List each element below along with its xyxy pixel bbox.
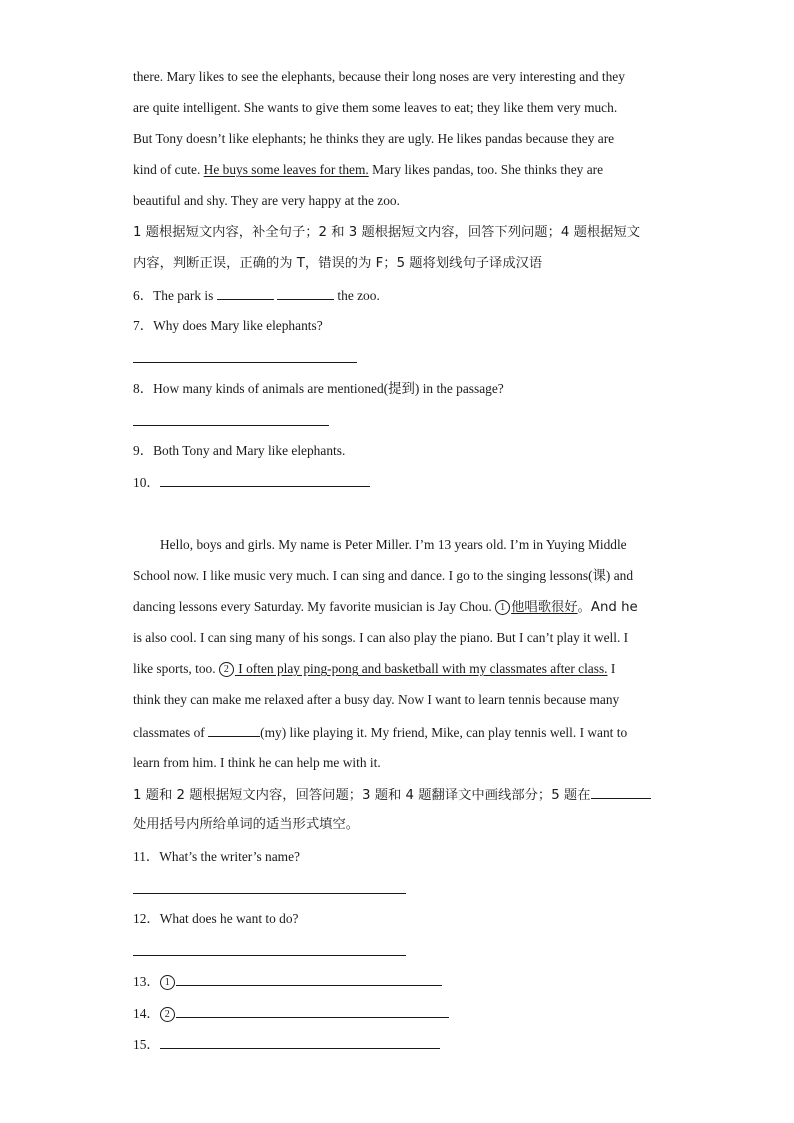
instruction-blank [591,785,651,799]
question-11: 11．What’s the writer’s name? [133,849,300,864]
question-15 [133,1035,440,1054]
passage2-text: (my) like playing it. My friend, Mike, can play tennis well. I want to [260,725,628,740]
underlined-sentence: I often play ping-pong and basketball with my classmates after class. [234,661,608,676]
question-number: 13． [133,974,160,989]
passage1-line: But Tony doesn’t like elephants; he thinks they are ugly. He likes pandas because they are [133,131,615,146]
instructions-line: 内容，判断正误，正确的为 T，错误的为 F；5 题将划线句子译成汉语 [133,256,543,271]
question-text: the zoo. [337,288,380,303]
circled-number-2: 2 [219,662,234,677]
passage2-text: 。And he [577,600,638,615]
circled-number-1: 1 [160,975,175,990]
answer-line[interactable] [133,955,406,956]
passage2-text: classmates of [133,725,209,740]
question-14 [133,1004,449,1023]
instructions-text: 1 题和 2 题根据短文内容，回答问题；3 题和 4 题翻译文中画线部分；5 题在 [133,788,591,803]
underlined-phrase: 他唱歌很好 [511,600,578,615]
passage1-line [133,161,603,179]
fill-in-blank[interactable] [208,723,260,737]
passage1-line: are quite intelligent. She wants to give them some leaves to eat; they like them very much. [133,100,618,115]
passage1-line: beautiful and shy. They are very happy at the zoo. [133,193,400,208]
passage1-text: Mary likes pandas, too. She thinks they are [368,162,604,177]
answer-blank[interactable] [176,1004,449,1018]
question-9: 9．Both Tony and Mary like elephants. [133,443,346,458]
passage1-text: kind of cute. [133,162,204,177]
answer-line[interactable] [133,362,357,363]
instructions-line [133,785,651,805]
instructions-line: 1 题根据短文内容，补全句子；2 和 3 题根据短文内容，回答下列问题；4 题根据短文 [133,225,641,240]
answer-blank[interactable] [277,286,334,300]
underlined-sentence: He buys some leaves for them. [203,162,369,177]
question-12: 12．What does he want to do? [133,911,299,926]
answer-line[interactable] [133,425,329,426]
passage2-line: think they can make me relaxed after a busy day. Now I want to learn tennis because many [133,692,620,707]
passage2-line: School now. I like music very much. I can sing and dance. I go to the singing lessons(课) and [133,568,634,583]
passage2-line: is also cool. I can sing many of his songs. I can also play the piano. But I can’t play it well. I [133,630,629,645]
answer-blank[interactable] [160,1035,440,1049]
answer-line[interactable] [133,893,406,894]
question-10 [133,473,370,492]
question-13 [133,972,442,991]
passage2-line: learn from him. I think he can help me with it. [133,755,381,770]
answer-blank[interactable] [176,972,442,986]
answer-blank[interactable] [217,286,274,300]
question-6 [133,286,380,305]
question-number: 10． [133,475,160,490]
passage2-text: I [607,661,616,676]
passage2-line: Hello, boys and girls. My name is Peter Miller. I’m 13 years old. I’m in Yuying Middle [160,537,627,552]
passage2-line [133,723,627,742]
passage2-text: like sports, too. [133,661,219,676]
passage2-line [133,660,615,678]
question-number: 15． [133,1037,160,1052]
question-8: 8．How many kinds of animals are mentioned(提到) in the passage? [133,381,504,396]
circled-number-2: 2 [160,1007,175,1022]
question-7: 7．Why does Mary like elephants? [133,318,323,333]
passage1-line: there. Mary likes to see the elephants, because their long noses are very interesting and they [133,69,625,84]
instructions-line: 处用括号内所给单词的适当形式填空。 [133,817,360,832]
passage2-text: dancing lessons every Saturday. My favorite musician is Jay Chou. [133,599,496,614]
circled-number-1: 1 [495,600,510,615]
question-text: 6．The park is [133,288,214,303]
question-number: 14． [133,1006,160,1021]
passage2-line [133,598,638,617]
answer-blank[interactable] [160,473,370,487]
